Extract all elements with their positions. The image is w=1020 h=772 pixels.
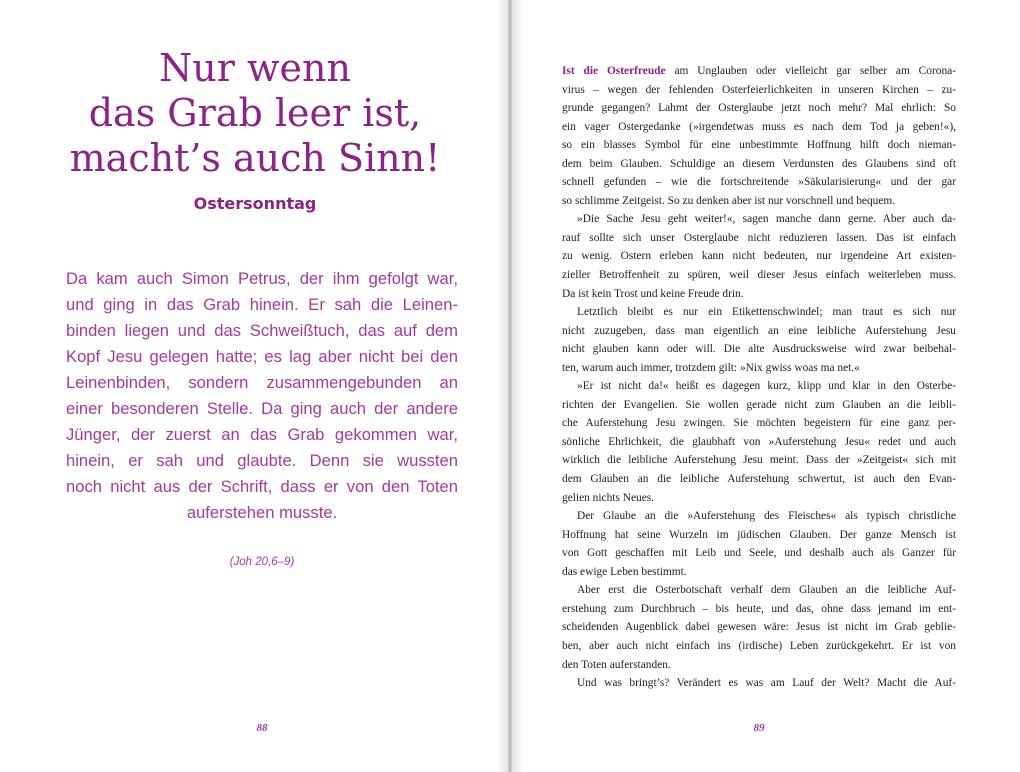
right-page xyxy=(512,0,1020,772)
body-line: Letztlich bleibt es nur ein Etikettenschwindel; man traut es sich nur xyxy=(577,306,956,319)
body-text xyxy=(562,62,956,693)
scripture-quote xyxy=(66,266,458,526)
body-line xyxy=(562,62,956,81)
title-line: Nur wenn xyxy=(159,46,351,90)
body-line: wirklich die leibliche Auferstehung Jesu meint. Dass der »Zeitgeist« sich mit xyxy=(562,454,956,467)
body-line: rauf sollte sich unser Osterglaube nicht reduzieren lassen. Das ist einfach xyxy=(562,231,956,244)
body-line: zieller Betroffenheit zu spüren, weil dieser Jesus einfach weiterleben muss. xyxy=(562,269,956,282)
body-line: das ewige Leben bestimmt. xyxy=(562,565,687,578)
quote-line: noch nicht aus der Schrift, dass er von den Toten xyxy=(66,477,458,496)
body-line: gelien nichts Neues. xyxy=(562,491,655,504)
quote-line: und ging in das Grab hinein. Er sah die Leinen- xyxy=(66,295,458,314)
page-number: 89 xyxy=(753,722,765,734)
body-line: dem beim Glauben. Schuldige an diesem Verdunsten des Glaubens sind oft xyxy=(562,157,956,170)
quote-line: auferstehen musste. xyxy=(186,503,338,522)
body-line: che Auferstehung Jesu zwingen. Sie möchten begeistern für eine ganz per- xyxy=(562,417,956,430)
lead-in: Ist die Osterfreude xyxy=(562,65,666,77)
quote-line: Kopf Jesu gelegen hatte; es lag aber nicht bei den xyxy=(66,347,458,366)
body-line: sönliche Ehrlichkeit, die glaubhaft von »Auferstehung Jesu« redet und auch xyxy=(562,435,956,448)
body-line: nicht glauben kann oder will. Die alte Ausdrucksweise wird zwar beibehal- xyxy=(562,343,956,356)
quote-line: binden liegen und das Schweißtuch, das auf dem xyxy=(66,321,458,340)
body-line: ten, warum auch immer, trotzdem gilt: »Nix gwiss woas ma net.« xyxy=(562,361,860,374)
quote-line: Jünger, der zuerst an das Grab gekommen war, xyxy=(66,425,458,444)
body-line: richten der Evangelien. Sie wollen gerade nicht zum Glauben an die leibli- xyxy=(562,398,956,411)
body-line: Der Glaube an die »Auferstehung des Fleisches« als typisch christliche xyxy=(577,510,956,523)
body-line: so ein blasses Symbol für eine unbestimmte Hoffnung hilft doch nieman- xyxy=(562,139,956,152)
body-line: zu wenig. Ostern erleben kann nicht bedeuten, nur irgendeine Art existen- xyxy=(562,250,956,263)
left-page xyxy=(0,0,508,772)
body-line: grunde gegangen? Lahmt der Osterglaube jetzt noch mehr? Mal ehrlich: So xyxy=(562,102,956,115)
body-line-text: am Unglauben oder vielleicht gar selber am Corona- xyxy=(665,65,957,77)
body-line: »Die Sache Jesu geht weiter!«, sagen manche dann gerne. Aber auch da- xyxy=(577,213,956,226)
quote-line: Da kam auch Simon Petrus, der ihm gefolgt war, xyxy=(66,269,458,288)
scripture-reference: (Joh 20,6–9) xyxy=(229,556,295,568)
body-line: dem Glauben an die leibliche Auferstehung schwertut, ist auch den Evan- xyxy=(562,473,956,486)
body-line: Da ist kein Trost und keine Freude drin. xyxy=(562,287,744,300)
body-line: ben, aber auch nicht einfach ins (irdische) Leben zurückgekehrt. Er ist von xyxy=(562,639,956,652)
body-line: ein vager Ostergedanke (»irgendetwas muss es nach dem Tod ja geben!«), xyxy=(562,120,956,133)
body-line: erstehung zum Durchbruch – bis heute, und das, ohne dass jemand im ent- xyxy=(562,602,956,615)
body-line: so schlimme Zeitgeist. So zu denken aber ist nur vorschnell und bequem. xyxy=(562,194,896,207)
title-line: das Grab leer ist, xyxy=(88,91,422,135)
body-line: von Gott geschaffen mit Leib und Seele, und deshalb auch als Ganzer für xyxy=(562,547,956,560)
body-line: »Er ist nicht da!« heißt es dagegen kurz, klipp und klar in den Osterbe- xyxy=(577,380,956,393)
body-line: scheidenden Augenblick dabei gewesen wäre: Jesus ist nicht im Grab geblie- xyxy=(562,621,956,634)
body-line: Hoffnung hat seine Wurzeln im jüdischen Glauben. Der ganze Mensch ist xyxy=(562,528,956,541)
quote-line: Leinenbinden, sondern zusammengebunden an xyxy=(66,373,458,392)
quote-line: hinein, er sah und glaubte. Denn sie wussten xyxy=(66,451,458,470)
body-line: Und was bringt’s? Verändert es was am Lauf der Welt? Macht die Auf- xyxy=(577,677,956,690)
body-line: den Toten auferstanden. xyxy=(562,658,671,671)
body-line: nicht zuzugeben, dass man eigentlich an eine leibliche Auferstehung Jesu xyxy=(562,324,956,337)
page-title xyxy=(40,46,470,181)
page-number: 88 xyxy=(256,722,268,734)
body-line: schnell gefunden – wie die fortschreitende »Säkularisierung« und der gar xyxy=(562,176,956,189)
quote-line: einer besonderen Stelle. Da ging auch der andere xyxy=(66,399,458,418)
body-line: virus – wegen der fehlenden Osterfeierlichkeiten in unseren Kirchen – zu- xyxy=(562,83,956,96)
book-gutter xyxy=(496,0,524,772)
subtitle: Ostersonntag xyxy=(193,194,317,213)
title-line: macht’s auch Sinn! xyxy=(69,136,441,180)
body-line: Aber erst die Osterbotschaft verhalf dem Glauben an die leibliche Auf- xyxy=(577,584,956,597)
